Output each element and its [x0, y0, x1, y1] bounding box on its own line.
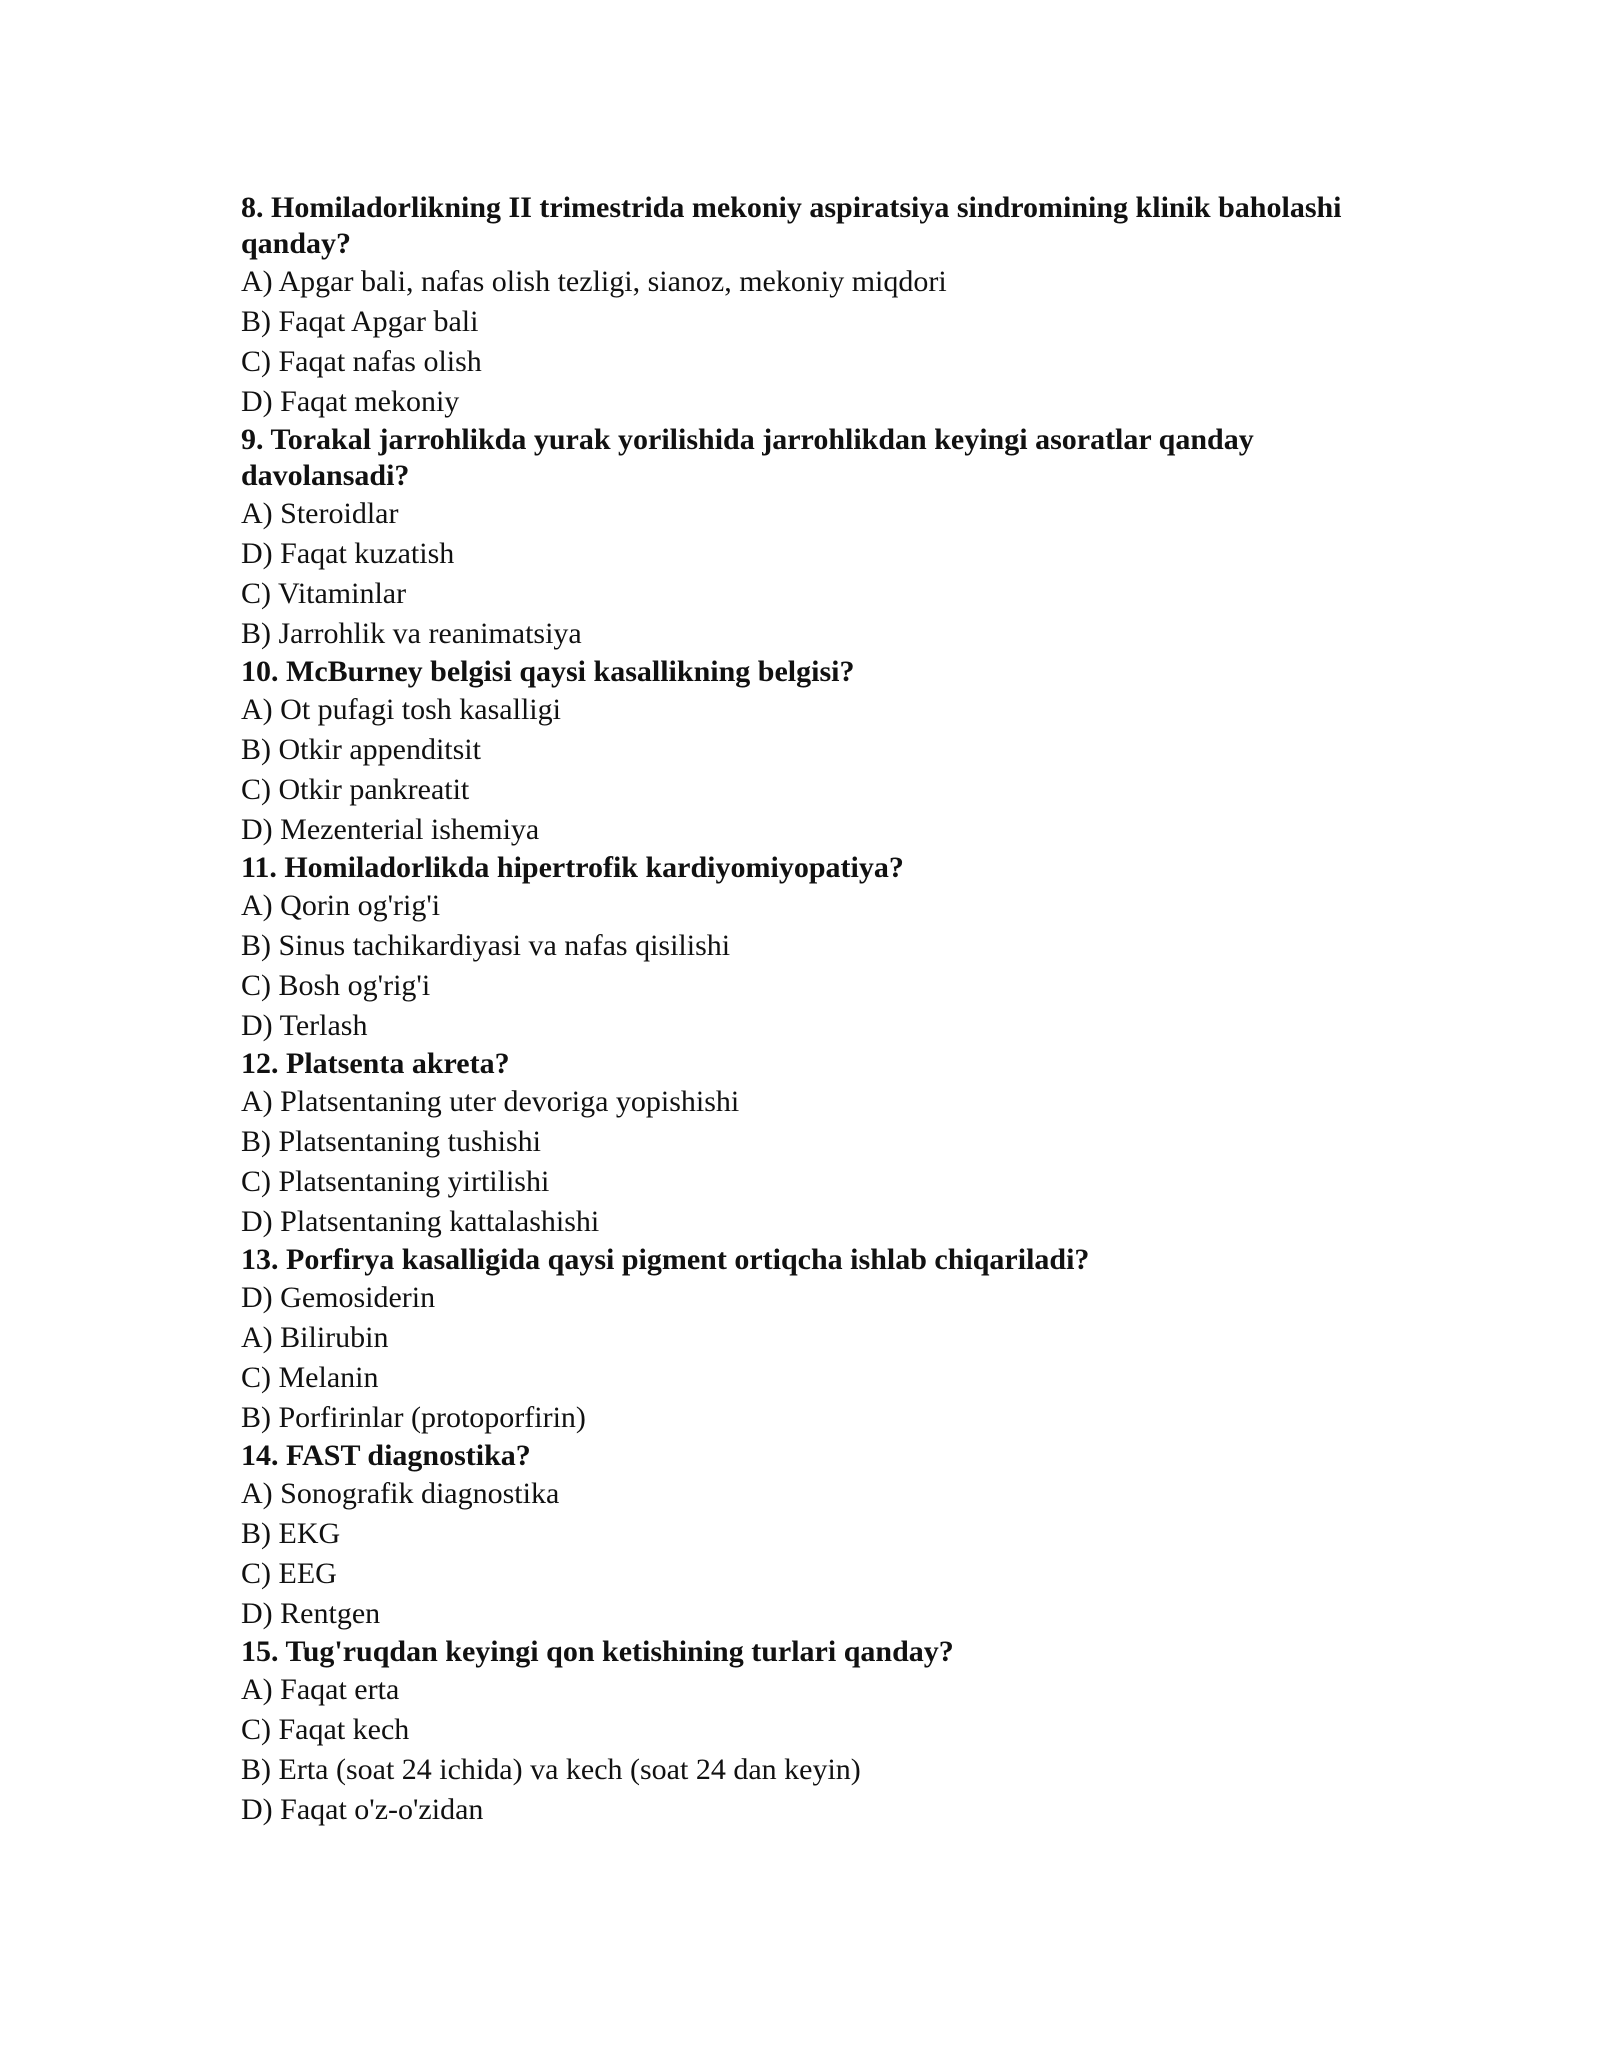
- option-d: D) Faqat mekoniy: [241, 385, 460, 418]
- question-9: [241, 422, 1421, 654]
- option-b: B) Sinus tachikardiyasi va nafas qisilishi: [241, 929, 731, 962]
- option-b: B) Jarrohlik va reanimatsiya: [241, 617, 582, 650]
- question-14: [241, 1438, 1421, 1634]
- option-a: A) Faqat erta: [241, 1673, 400, 1706]
- option-b: B) Otkir appenditsit: [241, 733, 481, 766]
- option-c: C) Faqat kech: [241, 1713, 410, 1746]
- question-title: 9. Torakal jarrohlikda yurak yorilishida jarrohlikdan keyingi asoratlar qanday davolansadi?: [241, 423, 1254, 492]
- option-a: A) Apgar bali, nafas olish tezligi, sianoz, mekoniy miqdori: [241, 265, 947, 298]
- option-c: C) EEG: [241, 1557, 337, 1590]
- question-title: 8. Homiladorlikning II trimestrida mekoniy aspiratsiya sindromining klinik baholashi qanday?: [241, 191, 1342, 260]
- question-title: 14. FAST diagnostika?: [241, 1439, 531, 1472]
- option-c: C) Vitaminlar: [241, 577, 407, 610]
- option-d: D) Terlash: [241, 1009, 368, 1042]
- question-title: 11. Homiladorlikda hipertrofik kardiyomiyopatiya?: [241, 851, 904, 884]
- question-title: 12. Platsenta akreta?: [241, 1047, 510, 1080]
- question-title: 15. Tug'ruqdan keyingi qon ketishining turlari qanday?: [241, 1635, 954, 1668]
- option-a: A) Qorin og'rig'i: [241, 889, 441, 922]
- question-title: 10. McBurney belgisi qaysi kasallikning belgisi?: [241, 655, 855, 688]
- option-d: D) Rentgen: [241, 1597, 381, 1630]
- option-a: A) Platsentaning uter devoriga yopishishi: [241, 1085, 740, 1118]
- option-c: C) Otkir pankreatit: [241, 773, 470, 806]
- option-b: B) Erta (soat 24 ichida) va kech (soat 24 dan keyin): [241, 1753, 861, 1786]
- option-d: D) Platsentaning kattalashishi: [241, 1205, 600, 1238]
- question-title: 13. Porfirya kasalligida qaysi pigment ortiqcha ishlab chiqariladi?: [241, 1243, 1090, 1276]
- option-c: C) Faqat nafas olish: [241, 345, 482, 378]
- question-15: [241, 1634, 1421, 1830]
- option-a: A) Sonografik diagnostika: [241, 1477, 560, 1510]
- option-b: B) Faqat Apgar bali: [241, 305, 479, 338]
- option-a: A) Bilirubin: [241, 1321, 389, 1354]
- option-c: C) Melanin: [241, 1361, 379, 1394]
- option-d: D) Mezenterial ishemiya: [241, 813, 540, 846]
- question-8: [241, 190, 1421, 422]
- question-10: [241, 654, 1421, 850]
- option-b: B) Platsentaning tushishi: [241, 1125, 541, 1158]
- option-a: A) Steroidlar: [241, 497, 399, 530]
- option-a: A) Ot pufagi tosh kasalligi: [241, 693, 561, 726]
- option-b: B) EKG: [241, 1517, 341, 1550]
- question-list: [241, 190, 1421, 1830]
- question-13: [241, 1242, 1421, 1438]
- option-b: B) Porfirinlar (protoporfirin): [241, 1401, 586, 1434]
- option-d: D) Gemosiderin: [241, 1281, 436, 1314]
- question-11: [241, 850, 1421, 1046]
- option-c: C) Bosh og'rig'i: [241, 969, 431, 1002]
- question-12: [241, 1046, 1421, 1242]
- option-d: D) Faqat o'z-o'zidan: [241, 1793, 484, 1826]
- option-d: D) Faqat kuzatish: [241, 537, 455, 570]
- option-c: C) Platsentaning yirtilishi: [241, 1165, 550, 1198]
